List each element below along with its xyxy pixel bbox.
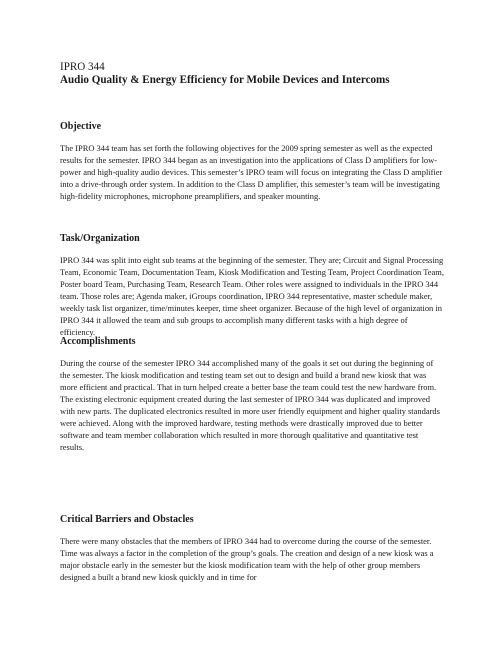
document-page [60,61,444,583]
section-heading-barriers: Critical Barriers and Obstacles [60,514,194,525]
section-heading-task-organization: Task/Organization [60,233,140,244]
section-accomplishments [60,336,444,453]
section-body-accomplishments: During the course of the semester IPRO 344 accomplished many of the goals it set out during the beginning of the semester. The kiosk modification and testing team set out to design and build a brand new kiosk that was more efficient and practical. That in turn helped create a better base the team could test the new hardware from. The existing electronic equipment created during the last semester of IPRO 344 was duplicated and improved with new parts. The duplicated electronics resulted in more user friendly equipment and higher quality standards were achieved. Along with the improved hardware, testing methods were drastically improved due to better software and team member collaboration which resulted in more thorough qualitative and quantitative test results. [60,358,440,453]
course-code: IPRO 344 [60,61,105,73]
section-body-barriers: There were many obstacles that the members of IPRO 344 had to overcome during the course of the semester. Time was always a factor in the completion of the group’s goals. The creation and design of a new kiosk was a major obstacle early in the semester but the kiosk modification team with the help of other group members designed a built a brand new kiosk quickly and in time for [60,536,434,583]
section-objective [60,121,444,202]
document-title [60,61,444,87]
section-body-objective: The IPRO 344 team has set forth the following objectives for the 2009 spring semester as well as the expected results for the semester. IPRO 344 began as an investigation into the applications of Class D amplifiers for low-power and high-quality audio devices. This semester’s IPRO team will focus on integrating the Class D amplifier into a drive-through order system. In addition to the Class D amplifier, this semester’s team will be investigating high-fidelity microphones, microphone preamplifiers, and speaker mounting. [60,143,443,202]
section-body-task-organization: IPRO 344 was split into eight sub teams at the beginning of the semester. They are; Circuit and Signal Processing Team, Economic Team, Documentation Team, Kiosk Modification and Testing Team, Project Coordination Team, Poster board Team, Purchasing Team, Research Team. Other roles were assigned to individuals in the IPRO 344 team. Those roles are; Agenda maker, iGroups coordination, IPRO 344 representative, master schedule maker, weekly task list organizer, time/minutes keeper, time sheet organizer. Because of the high level of organization in IPRO 344 it allowed the team and sub groups to accomplish many different tasks with a high degree of efficiency. [60,255,444,338]
project-title: Audio Quality & Energy Efficiency for Mobile Devices and Intercoms [60,74,390,86]
section-heading-accomplishments: Accomplishments [60,336,136,347]
section-barriers [60,514,444,583]
section-task-organization [60,233,444,338]
section-heading-objective: Objective [60,121,102,132]
